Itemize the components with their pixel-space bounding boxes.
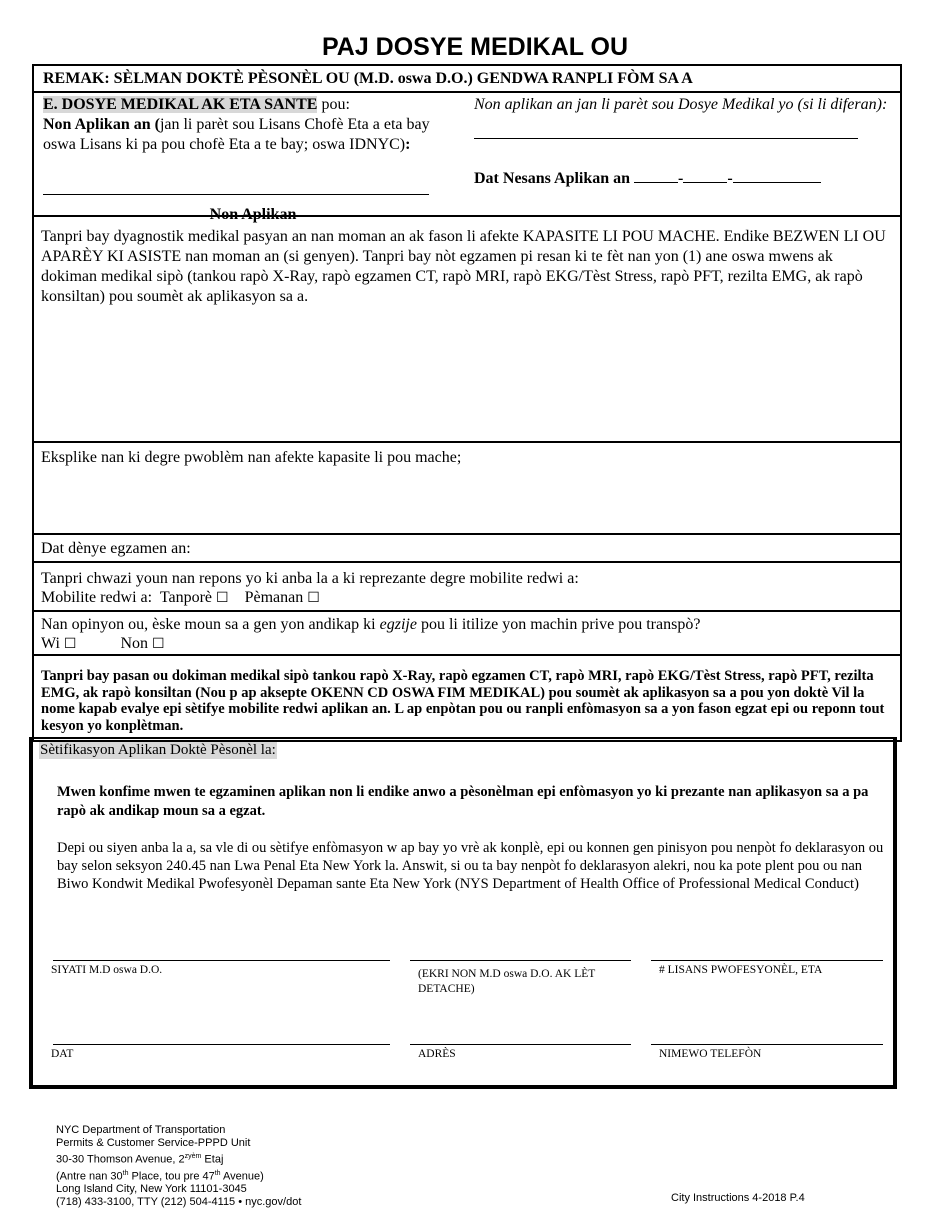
mobility-option-temporary[interactable]: Tanporè ☐ xyxy=(159,589,229,606)
checkbox-icon[interactable]: ☐ xyxy=(216,590,229,606)
alt-name-block xyxy=(474,95,894,189)
diagnosis-instructions: Tanpri bay dyagnostik medikal pasyan an nan moman an ak fason li afekte KAPASITE LI POU MACHE. Endike BEZWEN LI OU APARÈY KI ASISTE nan moman an (si genyen). Tanpri bay nòt egzamen pi resan ki te fèt nan yon (1) ane oswa mwens ak dokiman medikal sipò (tankou rapò X-Ray, rapò egzamen CT, rapò MRI, rapò EKG/Tèst Stress, rapò PFT, rezilta EMG, ak rapò konsiltan) pou soumèt ak aplikasyon sa a. xyxy=(41,228,886,305)
applicant-name-field[interactable] xyxy=(43,181,463,201)
address-field[interactable] xyxy=(410,1044,631,1045)
signature-field[interactable] xyxy=(53,960,390,961)
footer-address xyxy=(56,1124,301,1209)
signature-label: SIYATI M.D oswa D.O. xyxy=(51,964,163,976)
footer-line: 30-30 Thomson Avenue, $2^{zyèm}$ Etaj xyxy=(56,1153,224,1166)
applicant-name-colon: : xyxy=(405,136,411,153)
footer-line: Long Island City, New York 11101-3045 xyxy=(56,1183,247,1196)
dob-sep: - xyxy=(678,170,684,187)
certification-confirm: Mwen konfime mwen te egzaminen aplikan non li endike anwo a pèsonèlman epi enfòmasyon yo ki prezante nan aplikasyon sa a pa rapò ak andikap moun sa a egzat. xyxy=(57,784,869,819)
opinion-option-yes[interactable]: Wi ☐ xyxy=(41,635,77,652)
certification-legal: Depi ou siyen anba la a, sa vle di ou sètifye enfòmasyon w ap bay yo vrè ak konplè, epi ou konnen gen pinisyon pou nenpòt fo deklarasyon ou bay selon seksyon 240.45 nan Lwa Penal Eta New York la. Answit, si ou ta bay nenpòt fo deklarasyon alekri, nou ka pote plent pou ou nan Biwo Kondwit Medikal Pwofesyonèl Depaman sante Eta New York (NYS Department of Health Office of Professional Medical Conduct) xyxy=(57,840,884,892)
checkbox-icon[interactable]: ☐ xyxy=(152,636,165,652)
explain-field[interactable] xyxy=(34,443,900,535)
license-label: # LISANS PWOFESYONÈL, ETA xyxy=(659,964,823,976)
dob-month-field[interactable] xyxy=(634,182,678,183)
last-exam-field[interactable] xyxy=(34,535,900,563)
dob-label: Dat Nesans Aplikan an xyxy=(474,170,631,187)
certification-heading: Sètifikasyon Aplikan Doktè Pèsonèl la: xyxy=(40,742,276,758)
certification-box xyxy=(29,737,897,1089)
medical-form xyxy=(32,64,902,742)
dob-year-field[interactable] xyxy=(733,182,821,183)
applicant-name-desc: jan li parèt sou Lisans Chofè Eta a eta bay oswa Lisans ki pa pou chofè Eta a te bay; oswa IDNYC) xyxy=(43,116,430,153)
date-field[interactable] xyxy=(53,1044,390,1045)
dob-day-field[interactable] xyxy=(683,182,727,183)
checkbox-icon[interactable]: ☐ xyxy=(63,636,77,652)
page-title: PAJ DOSYE MEDIKAL OU xyxy=(321,33,629,61)
applicant-name-block xyxy=(43,95,463,225)
dob-block xyxy=(474,169,894,189)
diagnosis-field[interactable] xyxy=(34,217,900,443)
mobility-option-permanent[interactable]: Pèmanan ☐ xyxy=(244,589,320,606)
phone-label: NIMEWO TELEFÒN xyxy=(659,1048,762,1060)
alt-name-label: Non aplikan an jan li parèt sou Dosye Medikal yo (si li diferan): xyxy=(474,96,888,113)
applicant-name-label: Non Aplikan an ( xyxy=(43,116,160,133)
license-field[interactable] xyxy=(651,960,883,961)
mobility-label: Mobilite redwi a: xyxy=(41,589,153,606)
mobility-question-text: Tanpri chwazi youn nan repons yo ki anba la a ki reprezante degre mobilite redwi a: xyxy=(41,570,579,587)
applicant-name-caption: Non Aplikan xyxy=(209,206,297,223)
checkbox-icon[interactable]: ☐ xyxy=(307,590,320,606)
remark-header: REMAK: SÈLMAN DOKTÈ PÈSONÈL OU (M.D. oswa D.O.) GENDWA RANPLI FÒM SA A xyxy=(34,66,900,93)
opinion-q-italic: egzije xyxy=(379,616,417,633)
documents-notice: Tanpri bay pasan ou dokiman medikal sipò tankou rapò X-Ray, rapò egzamen CT, rapò MRI, rapò EKG/Tèst Stress, rapò PFT, rezilta EMG, ak rapò konsiltan (Nou p ap aksepte OKENN CD OSWA FIM MEDIKAL) pou soumèt ak aplikasyon sa a pou yon doktè Vil la nome kapab evalye epi sètifye mobilite redwi aplikan an. L ap enpòtan pou ou ranpli enfòmasyon sa a yon fason egzat epi ou reponn tout kesyon yo konplètman. xyxy=(41,668,885,734)
section-label: E. DOSYE MEDIKAL AK ETA SANTE xyxy=(43,96,318,113)
footer-line: (Antre nan 30th Place, tou pre 47th Avenue) xyxy=(56,1169,264,1183)
print-name-label: (EKRI NON M.D oswa D.O. AK LÈT DETACHE) xyxy=(418,968,596,995)
alt-name-field[interactable] xyxy=(474,125,894,145)
last-exam-label: Dat dènye egzamen an: xyxy=(41,540,191,557)
footer-line: Permits & Customer Service-PPPD Unit xyxy=(56,1137,251,1149)
address-label: ADRÈS xyxy=(418,1048,456,1060)
footer-line: NYC Department of Transportation xyxy=(56,1124,226,1136)
footer-line: (718) 433-3100, TTY (212) 504-4115 • nyc.gov/dot xyxy=(56,1196,302,1209)
page-number: City Instructions 4-2018 P.4 xyxy=(671,1192,805,1204)
mobility-question xyxy=(34,563,900,612)
date-label: DAT xyxy=(51,1048,74,1060)
opinion-q-end: pou li itilize yon machin prive pou transpò? xyxy=(420,616,701,633)
dob-sep: - xyxy=(727,170,733,187)
phone-field[interactable] xyxy=(651,1044,883,1045)
applicant-section xyxy=(34,93,900,223)
print-name-field[interactable] xyxy=(410,960,631,961)
opinion-option-no[interactable]: Non ☐ xyxy=(120,635,165,652)
opinion-q-start: Nan opinyon ou, èske moun sa a gen yon andikap ki xyxy=(41,616,376,633)
section-label-suffix: pou: xyxy=(321,96,350,113)
explain-label: Eksplike nan ki degre pwoblèm nan afekte kapasite li pou mache; xyxy=(41,449,462,466)
opinion-question xyxy=(34,612,900,656)
